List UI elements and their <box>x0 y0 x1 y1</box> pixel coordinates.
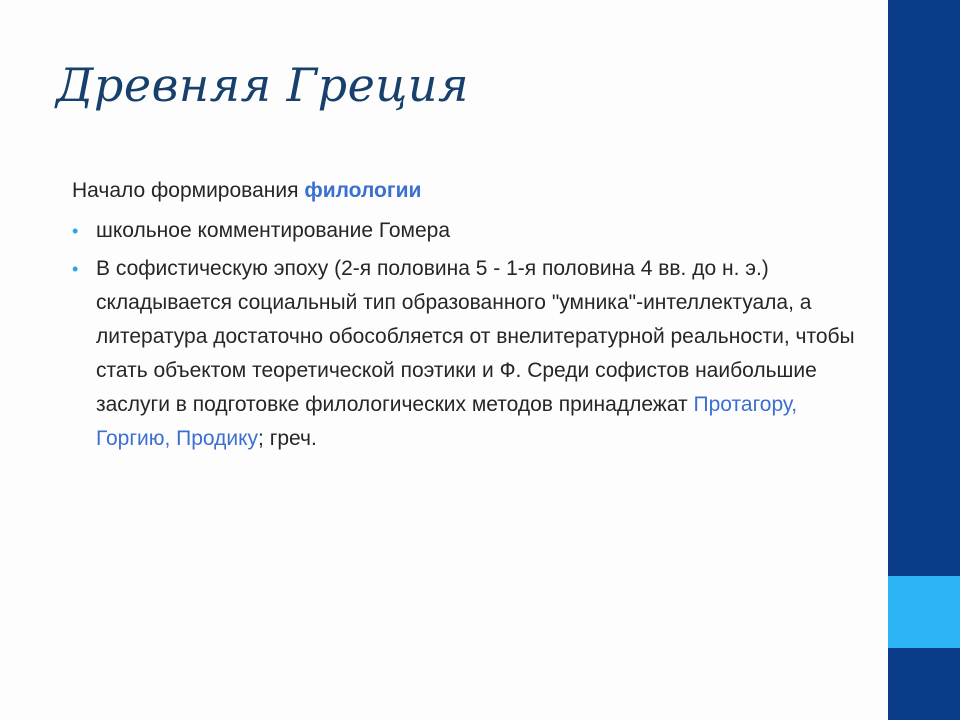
bullet-list <box>72 214 862 456</box>
slide-body <box>72 174 862 460</box>
sophists-names-link: Протагору, Горгию, Продику <box>96 393 798 450</box>
bullet-text: школьное комментирование Гомера <box>96 219 450 242</box>
lead-paragraph <box>72 174 862 208</box>
slide-title: Древняя Греция <box>56 58 469 112</box>
list-item <box>72 252 862 456</box>
bullet-text: В софистическую эпоху (2-я половина 5 - 1-я половина 4 вв. до н. э.) складывается социальный тип образованного "умника"-интеллектуала, а литература достаточно обособляется от внелитературной реальности, чтобы стать объектом теоретической поэтики и Ф. Среди софистов наибольшие заслуги в подготовке филологических методов принадлежат <box>96 257 855 416</box>
bullet-tail-text: ; греч. <box>258 427 317 450</box>
sidebar-accent-block <box>888 576 960 648</box>
list-item <box>72 214 862 248</box>
lead-highlight: филологии <box>304 179 422 202</box>
bullet-icon: • <box>72 221 79 241</box>
lead-text: Начало формирования <box>72 179 305 202</box>
bullet-icon: • <box>72 259 79 279</box>
